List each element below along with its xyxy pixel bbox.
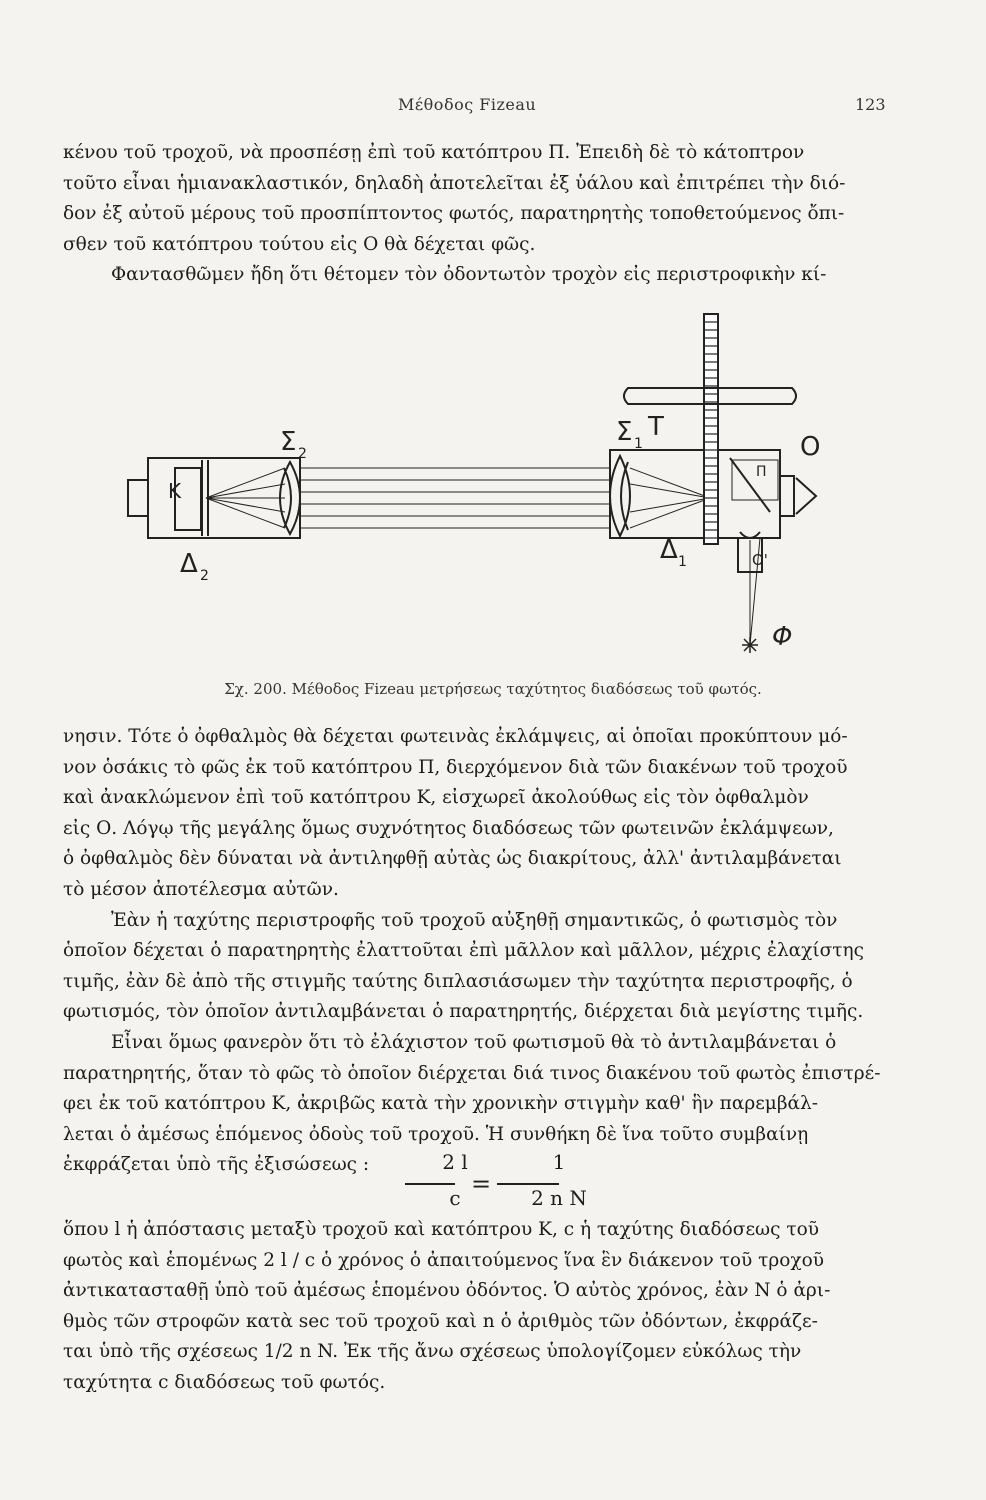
label-sigma2-sub: 2 — [298, 446, 307, 462]
text-line: κένου τοῦ τροχοῦ, νὰ προσπέσῃ ἐπὶ τοῦ κατόπτρου Π. Ἐπειδὴ δὲ τὸ κάτοπτρον — [63, 142, 805, 163]
observer-eye — [796, 478, 816, 514]
text-line: Ἐὰν ἡ ταχύτης περιστροφῆς τοῦ τροχοῦ αὐξηθῇ σημαντικῶς, ὁ φωτισμὸς τὸν — [111, 909, 838, 931]
figure-caption: Σχ. 200. Μέθοδος Fizeau μετρήσεως ταχύτητος διαδόσεως τοῦ φωτός. — [224, 680, 762, 698]
fraction-bar — [405, 1183, 455, 1185]
label-sigma2: Σ — [280, 427, 297, 457]
fizeau-equation — [405, 1150, 587, 1216]
text-line: τιμῆς, ἐὰν δὲ ἀπὸ τῆς στιγμῆς ταύτης διπλασιάσωμεν τὴν ταχύτητα περιστροφῆς, ὁ — [63, 970, 853, 992]
label-sigma1: Σ — [616, 417, 633, 447]
text-line: φωτὸς καὶ ἑπομένως 2 l / c ὁ χρόνος ὁ ἀπαιτούμενος ἵνα ἓν διάκενον τοῦ τροχοῦ — [63, 1249, 825, 1271]
label-sigma1-sub: 1 — [634, 436, 643, 452]
right-numerator: 1 — [552, 1150, 566, 1174]
label-delta2: Δ — [180, 549, 198, 579]
label-o-prime: Ο' — [752, 551, 768, 569]
label-phi: Φ — [772, 622, 793, 652]
text-line: Εἶναι ὅμως φανερὸν ὅτι τὸ ἐλάχιστον τοῦ φωτισμοῦ θὰ τὸ ἀντιλαμβάνεται ὁ — [111, 1031, 837, 1053]
page-number: 123 — [855, 95, 886, 114]
text-line: δον ἐξ αὐτοῦ μέρους τοῦ προσπίπτοντος φωτός, παρατηρητὴς τοποθετούμενος ὄπι- — [63, 203, 845, 225]
label-delta1-sub: 1 — [678, 554, 687, 570]
fraction-bar — [497, 1183, 559, 1185]
equals-sign: = — [471, 1170, 492, 1198]
text-line: ται ὑπὸ τῆς σχέσεως 1/2 n N. Ἐκ τῆς ἄνω σχέσεως ὑπολογίζομεν εὐκόλως τὴν — [63, 1341, 802, 1363]
text-line: ὁποῖον δέχεται ὁ παρατηρητὴς ἐλαττοῦται ἐπὶ μᾶλλον καὶ μᾶλλον, μέχρις ἐλαχίστης — [63, 940, 864, 962]
light-source — [742, 637, 758, 653]
label-o: Ο — [800, 432, 821, 462]
text-line: ὁ ὀφθαλμὸς δὲν δύναται νὰ ἀντιληφθῇ αὐτὰς ὡς διακρίτους, ἀλλ' ἀντιλαμβάνεται — [63, 848, 842, 870]
left-eyepiece-stub — [128, 480, 148, 516]
text-block-top — [63, 138, 903, 291]
text-line: σθεν τοῦ κατόπτρου τούτου εἰς Ο θὰ δέχεται φῶς. — [63, 233, 536, 255]
apparatus-diagram — [120, 300, 840, 670]
label-delta2-sub: 2 — [200, 568, 209, 584]
text-line: νον ὁσάκις τὸ φῶς ἐκ τοῦ κατόπτρου Π, διερχόμενον διὰ τῶν διακένων τοῦ τροχοῦ — [63, 756, 848, 778]
label-t: Τ — [648, 412, 664, 442]
running-header — [0, 95, 986, 125]
text-line: ἐκφράζεται ὑπὸ τῆς ἐξισώσεως : — [63, 1154, 370, 1176]
text-line: παρατηρητής, ὅταν τὸ φῶς τὸ ὁποῖον διέρχεται διά τινος διακένου τοῦ φωτὸς ἐπιστρέ- — [63, 1062, 881, 1084]
text-line: τὸ μέσον ἀποτέλεσμα αὐτῶν. — [63, 878, 339, 900]
text-line: τοῦτο εἶναι ἡμιανακλαστικόν, δηλαδὴ ἀποτελεῖται ἐξ ὑάλου καὶ ἐπιτρέπει τὴν διό- — [63, 172, 846, 194]
text-line: φωτισμός, τὸν ὁποῖον ἀντιλαμβάνεται ὁ παρατηρητής, διέρχεται διὰ μεγίστης τιμῆς. — [63, 1001, 864, 1023]
label-delta1: Δ — [660, 535, 678, 565]
text-line: εἰς Ο. Λόγῳ τῆς μεγάλης ὅμως συχνότητος διαδόσεως τῶν φωτεινῶν ἐκλάμψεων, — [63, 817, 834, 839]
fizeau-apparatus-figure — [120, 300, 840, 670]
right-tube — [610, 450, 780, 538]
header-title: Μέθοδος Fizeau — [398, 95, 537, 114]
label-k: Κ — [168, 479, 182, 503]
text-line: φει ἐκ τοῦ κατόπτρου Κ, ἀκριβῶς κατὰ τὴν χρονικὴν στιγμὴν καθ' ἣν παρεμβάλ- — [63, 1093, 818, 1115]
right-denominator: 2 n N — [531, 1186, 587, 1210]
text-line: ὅπου l ἡ ἀπόστασις μεταξὺ τροχοῦ καὶ κατόπτρου Κ, c ἡ ταχύτης διαδόσεως τοῦ — [63, 1218, 819, 1240]
text-line: νησιν. Τότε ὁ ὀφθαλμὸς θὰ δέχεται φωτεινὰς ἐκλάμψεις, αἱ ὁποῖαι προκύπτουν μό- — [63, 726, 848, 747]
left-denominator: c — [449, 1186, 461, 1210]
left-numerator: 2 l — [442, 1150, 468, 1174]
text-line: λεται ὁ ἀμέσως ἑπόμενος ὀδοὺς τοῦ τροχοῦ. Ἡ συνθήκη δὲ ἵνα τοῦτο συμβαίνῃ — [63, 1123, 809, 1145]
text-line: καὶ ἀνακλώμενον ἐπὶ τοῦ κατόπτρου Κ, εἰσχωρεῖ ἀκολούθως εἰς τὸν ὀφθαλμὸν — [63, 787, 809, 809]
toothed-wheel — [704, 314, 718, 544]
text-line: ταχύτητα c διαδόσεως τοῦ φωτός. — [63, 1371, 386, 1393]
text-line: θμὸς τῶν στροφῶν κατὰ sec τοῦ τροχοῦ καὶ n ὁ ἀριθμὸς τῶν ὀδόντων, ἐκφράζε- — [63, 1310, 818, 1332]
text-block-bottom — [63, 722, 903, 1398]
text-line: Φαντασθῶμεν ἤδη ὅτι θέτομεν τὸν ὀδοντωτὸν τροχὸν εἰς περιστροφικὴν κί- — [111, 264, 827, 286]
text-line: ἀντικατασταθῇ ὑπὸ τοῦ ἀμέσως ἑπομένου ὀδόντος. Ὁ αὐτὸς χρόνος, ἐὰν Ν ὁ ἀρι- — [63, 1280, 831, 1302]
label-pi: Π — [756, 464, 767, 480]
